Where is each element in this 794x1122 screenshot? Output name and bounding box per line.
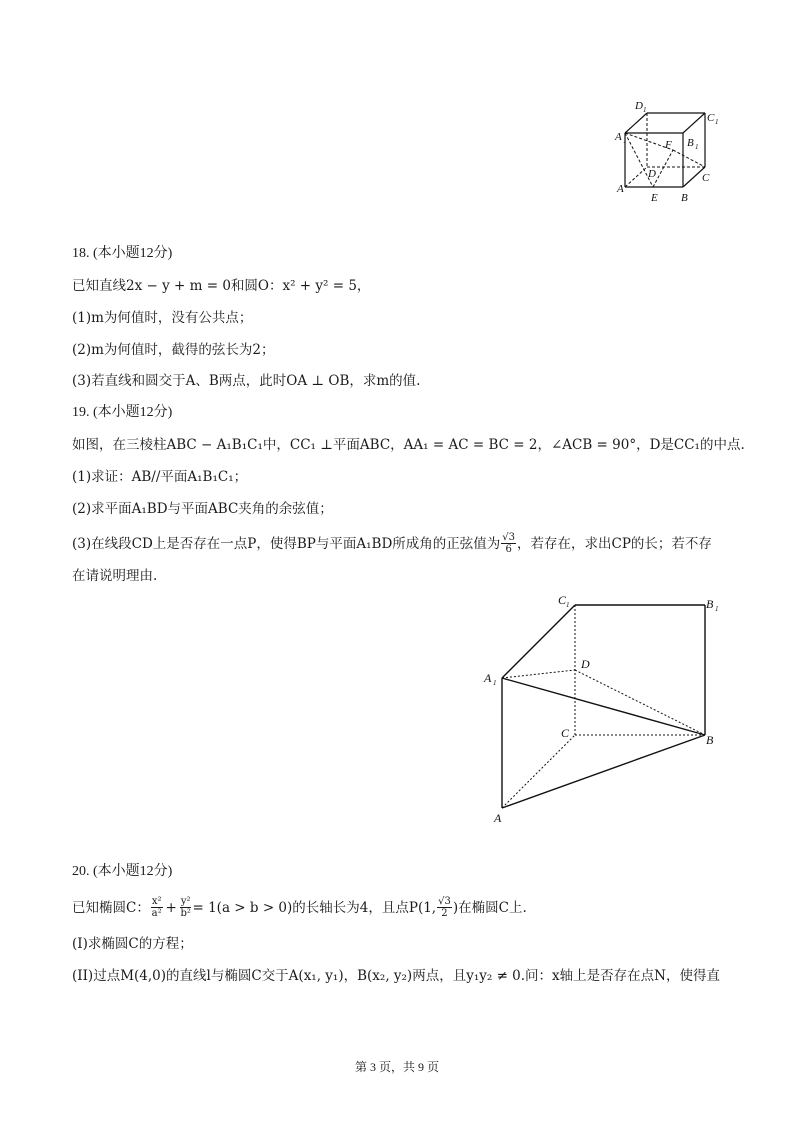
fraction-denominator: 2 (441, 908, 448, 919)
fraction-numerator: x² (151, 896, 162, 907)
label-C1: C (707, 112, 715, 124)
label-D: D (581, 657, 590, 671)
q20-stem-text: 已知椭圆C： (72, 899, 150, 916)
label-C: C (702, 172, 710, 184)
q20-part1: (I)求椭圆C的方程； (72, 936, 193, 952)
label-B1: B (706, 597, 714, 611)
label-B1-sub: 1 (715, 605, 719, 613)
label-A: A (494, 811, 502, 825)
cube-figure (605, 95, 735, 210)
label-C: C (561, 726, 570, 740)
fraction-denominator: a² (151, 908, 162, 919)
fraction-numerator: √3 (438, 896, 451, 907)
fraction-numerator: √3 (502, 532, 516, 543)
label-C1-sub: 1 (715, 118, 719, 126)
q19-part3-fraction (501, 532, 516, 555)
q20-stem-middle: = 1(a > b > 0)的长轴长为4，且点P(1, (192, 899, 437, 916)
q19-part2: (2)求平面A₁BD与平面ABC夹角的余弦值； (72, 501, 333, 517)
label-A1: A (615, 131, 622, 143)
q20-stem-after: )在椭圆C上. (452, 899, 527, 916)
q20-heading: 20. (本小题12分) (72, 864, 173, 879)
label-C1-sub: 1 (566, 601, 570, 609)
label-B1-sub: 1 (695, 143, 699, 151)
q20-part2: (II)过点M(4,0)的直线l与椭圆C交于A(x₁, y₁)，B(x₂, y₂)两点，且y₁y₂ ≠ 0.问：x轴上是否存在点N，使得直 (72, 968, 720, 984)
q19-part1: (1)求证：AB//平面A₁B₁C₁； (72, 469, 248, 485)
q19-part3-cont: 在请说明理由. (72, 568, 158, 584)
q18-part1: (1)m为何值时，没有公共点； (72, 310, 253, 326)
ellipse-frac-x (151, 896, 163, 919)
plus-sign: + (165, 899, 177, 916)
label-A: A (617, 183, 624, 195)
q18-part2: (2)m为何值时，截得的弦长为2； (72, 342, 275, 358)
label-B: B (706, 733, 714, 747)
q19-part3-text: (3)在线段CD上是否存在一点P，使得BP与平面A₁BD所成角的正弦值为 (72, 535, 501, 552)
fraction-denominator: b² (180, 908, 191, 919)
label-A1-sub: 1 (493, 679, 497, 687)
label-C1: C (558, 593, 567, 607)
page-footer: 第 3 页，共 9 页 (354, 1060, 439, 1074)
q19-stem: 如图，在三棱柱ABC − A₁B₁C₁中，CC₁ ⊥平面ABC，AA₁ = AC = BC = 2，∠ACB = 90°，D是CC₁的中点. (72, 437, 745, 453)
q18-part3: (3)若直线和圆交于A、B两点，此时OA ⊥ OB，求m的值. (72, 373, 421, 389)
label-D: D (648, 168, 656, 180)
label-D1-sub: 1 (643, 106, 647, 114)
q18-stem: 已知直线2x − y + m = 0和圆O：x² + y² = 5， (72, 278, 371, 294)
q20-stem (72, 896, 527, 919)
label-D1: D (635, 100, 643, 112)
prism-figure (480, 590, 725, 830)
label-F: F (665, 139, 672, 151)
fraction-numerator: y² (180, 896, 191, 907)
ellipse-frac-y (180, 896, 192, 919)
q19-part3-text-after: ，若存在，求出CP的长；若不存 (517, 535, 712, 552)
q19-part3 (72, 532, 712, 555)
fraction-denominator: 6 (505, 544, 512, 555)
point-p-frac (437, 896, 452, 919)
label-B1: B (687, 137, 694, 149)
q19-heading: 19. (本小题12分) (72, 405, 173, 420)
label-A1-sub: 1 (623, 137, 627, 145)
label-B: B (681, 192, 688, 204)
label-E: E (651, 192, 658, 204)
q18-heading: 18. (本小题12分) (72, 246, 173, 261)
label-A1: A (484, 671, 492, 685)
